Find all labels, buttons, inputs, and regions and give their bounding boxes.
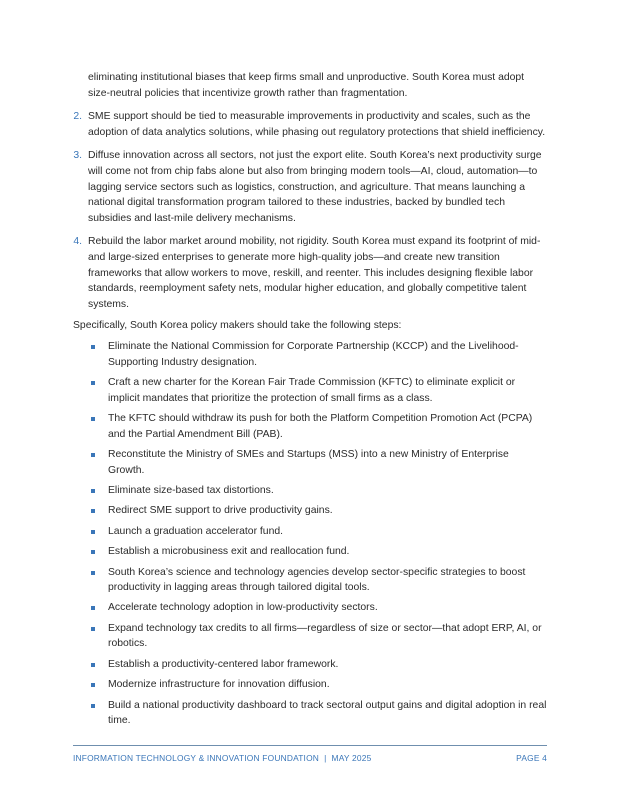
item-text: SME support should be tied to measurable improvements in productivity and scales, such as the adoption of data analytics solutions, while phasing out regulatory protections that shield inefficiency. — [88, 111, 546, 138]
numbered-item — [73, 109, 548, 140]
list-item: Build a national productivity dashboard to track sectoral output gains and digital adoption in real time. — [108, 698, 548, 729]
bullet-square-icon — [91, 453, 95, 457]
list-item: Eliminate size-based tax distortions. — [108, 483, 548, 499]
bullet-square-icon — [91, 704, 95, 708]
list-item: The KFTC should withdraw its push for both the Platform Competition Promotion Act (PCPA) and the Partial Amendment Bill (PAB). — [108, 411, 548, 442]
list-item: Modernize infrastructure for innovation diffusion. — [108, 677, 548, 693]
list-item: Establish a microbusiness exit and reallocation fund. — [108, 544, 548, 560]
list-item: Launch a graduation accelerator fund. — [108, 524, 548, 540]
bullet-square-icon — [91, 381, 95, 385]
item-text: Rebuild the labor market around mobility, not rigidity. South Korea must expand its footprint of mid- and large-sized enterprises to generate more high-quality jobs—and create new transition frameworks that allow workers to move, reskill, and reenter. This includes designing flexible labor standards, reemployment safety nets, modular higher education, and globally competitive talent systems. — [88, 236, 541, 310]
page-footer — [73, 753, 547, 763]
item-number: 2. — [73, 111, 82, 123]
item-number: 4. — [73, 236, 82, 248]
list-item: Reconstitute the Ministry of SMEs and Startups (MSS) into a new Ministry of Enterprise Growth. — [108, 447, 548, 478]
steps-intro: Specifically, South Korea policy makers should take the following steps: — [73, 320, 402, 331]
list-item: Establish a productivity-centered labor framework. — [108, 657, 548, 673]
bullet-square-icon — [91, 571, 95, 575]
list-item: Craft a new charter for the Korean Fair Trade Commission (KFTC) to eliminate explicit or implicit mandates that prioritize the protection of small firms as a class. — [108, 375, 548, 406]
bullet-square-icon — [91, 550, 95, 554]
bullet-square-icon — [91, 606, 95, 610]
bullet-square-icon — [91, 345, 95, 349]
bullet-square-icon — [91, 489, 95, 493]
policy-steps-list — [108, 339, 548, 734]
bullet-square-icon — [91, 663, 95, 667]
bullet-square-icon — [91, 530, 95, 534]
item-text: Diffuse innovation across all sectors, not just the export elite. South Korea’s next productivity surge will come not from chip fabs alone but also from bringing modern tools—AI, cloud, automation—to lagging service sectors such as logistics, construction, and agriculture. That means launching a national digital transformation program tailored to these industries, backed by bundled tech subsidies and last-mile delivery mechanisms. — [88, 150, 542, 224]
bullet-square-icon — [91, 683, 95, 687]
list-item: Expand technology tax credits to all firms—regardless of size or sector—that adopt ERP, AI, or robotics. — [108, 621, 548, 652]
list-item: South Korea’s science and technology agencies develop sector-specific strategies to boost productivity in lagging areas through tailored digital tools. — [108, 565, 548, 596]
list-item: Accelerate technology adoption in low-productivity sectors. — [108, 600, 548, 616]
numbered-item — [73, 148, 548, 226]
numbered-item — [88, 70, 548, 101]
bullet-square-icon — [91, 417, 95, 421]
bullet-square-icon — [91, 627, 95, 631]
page-number: PAGE 4 — [516, 753, 547, 763]
bullet-square-icon — [91, 509, 95, 513]
item-text: eliminating institutional biases that keep firms small and unproductive. South Korea must adopt size-neutral policies that incentivize growth rather than fragmentation. — [88, 72, 525, 99]
numbered-recommendations — [73, 70, 548, 320]
numbered-item — [73, 234, 548, 312]
item-number: 3. — [73, 150, 82, 162]
list-item: Eliminate the National Commission for Corporate Partnership (KCCP) and the Livelihood-Supporting Industry designation. — [108, 339, 548, 370]
footer-divider — [73, 745, 547, 746]
footer-publisher: INFORMATION TECHNOLOGY & INNOVATION FOUNDATION | MAY 2025 — [73, 753, 372, 763]
list-item: Redirect SME support to drive productivity gains. — [108, 503, 548, 519]
